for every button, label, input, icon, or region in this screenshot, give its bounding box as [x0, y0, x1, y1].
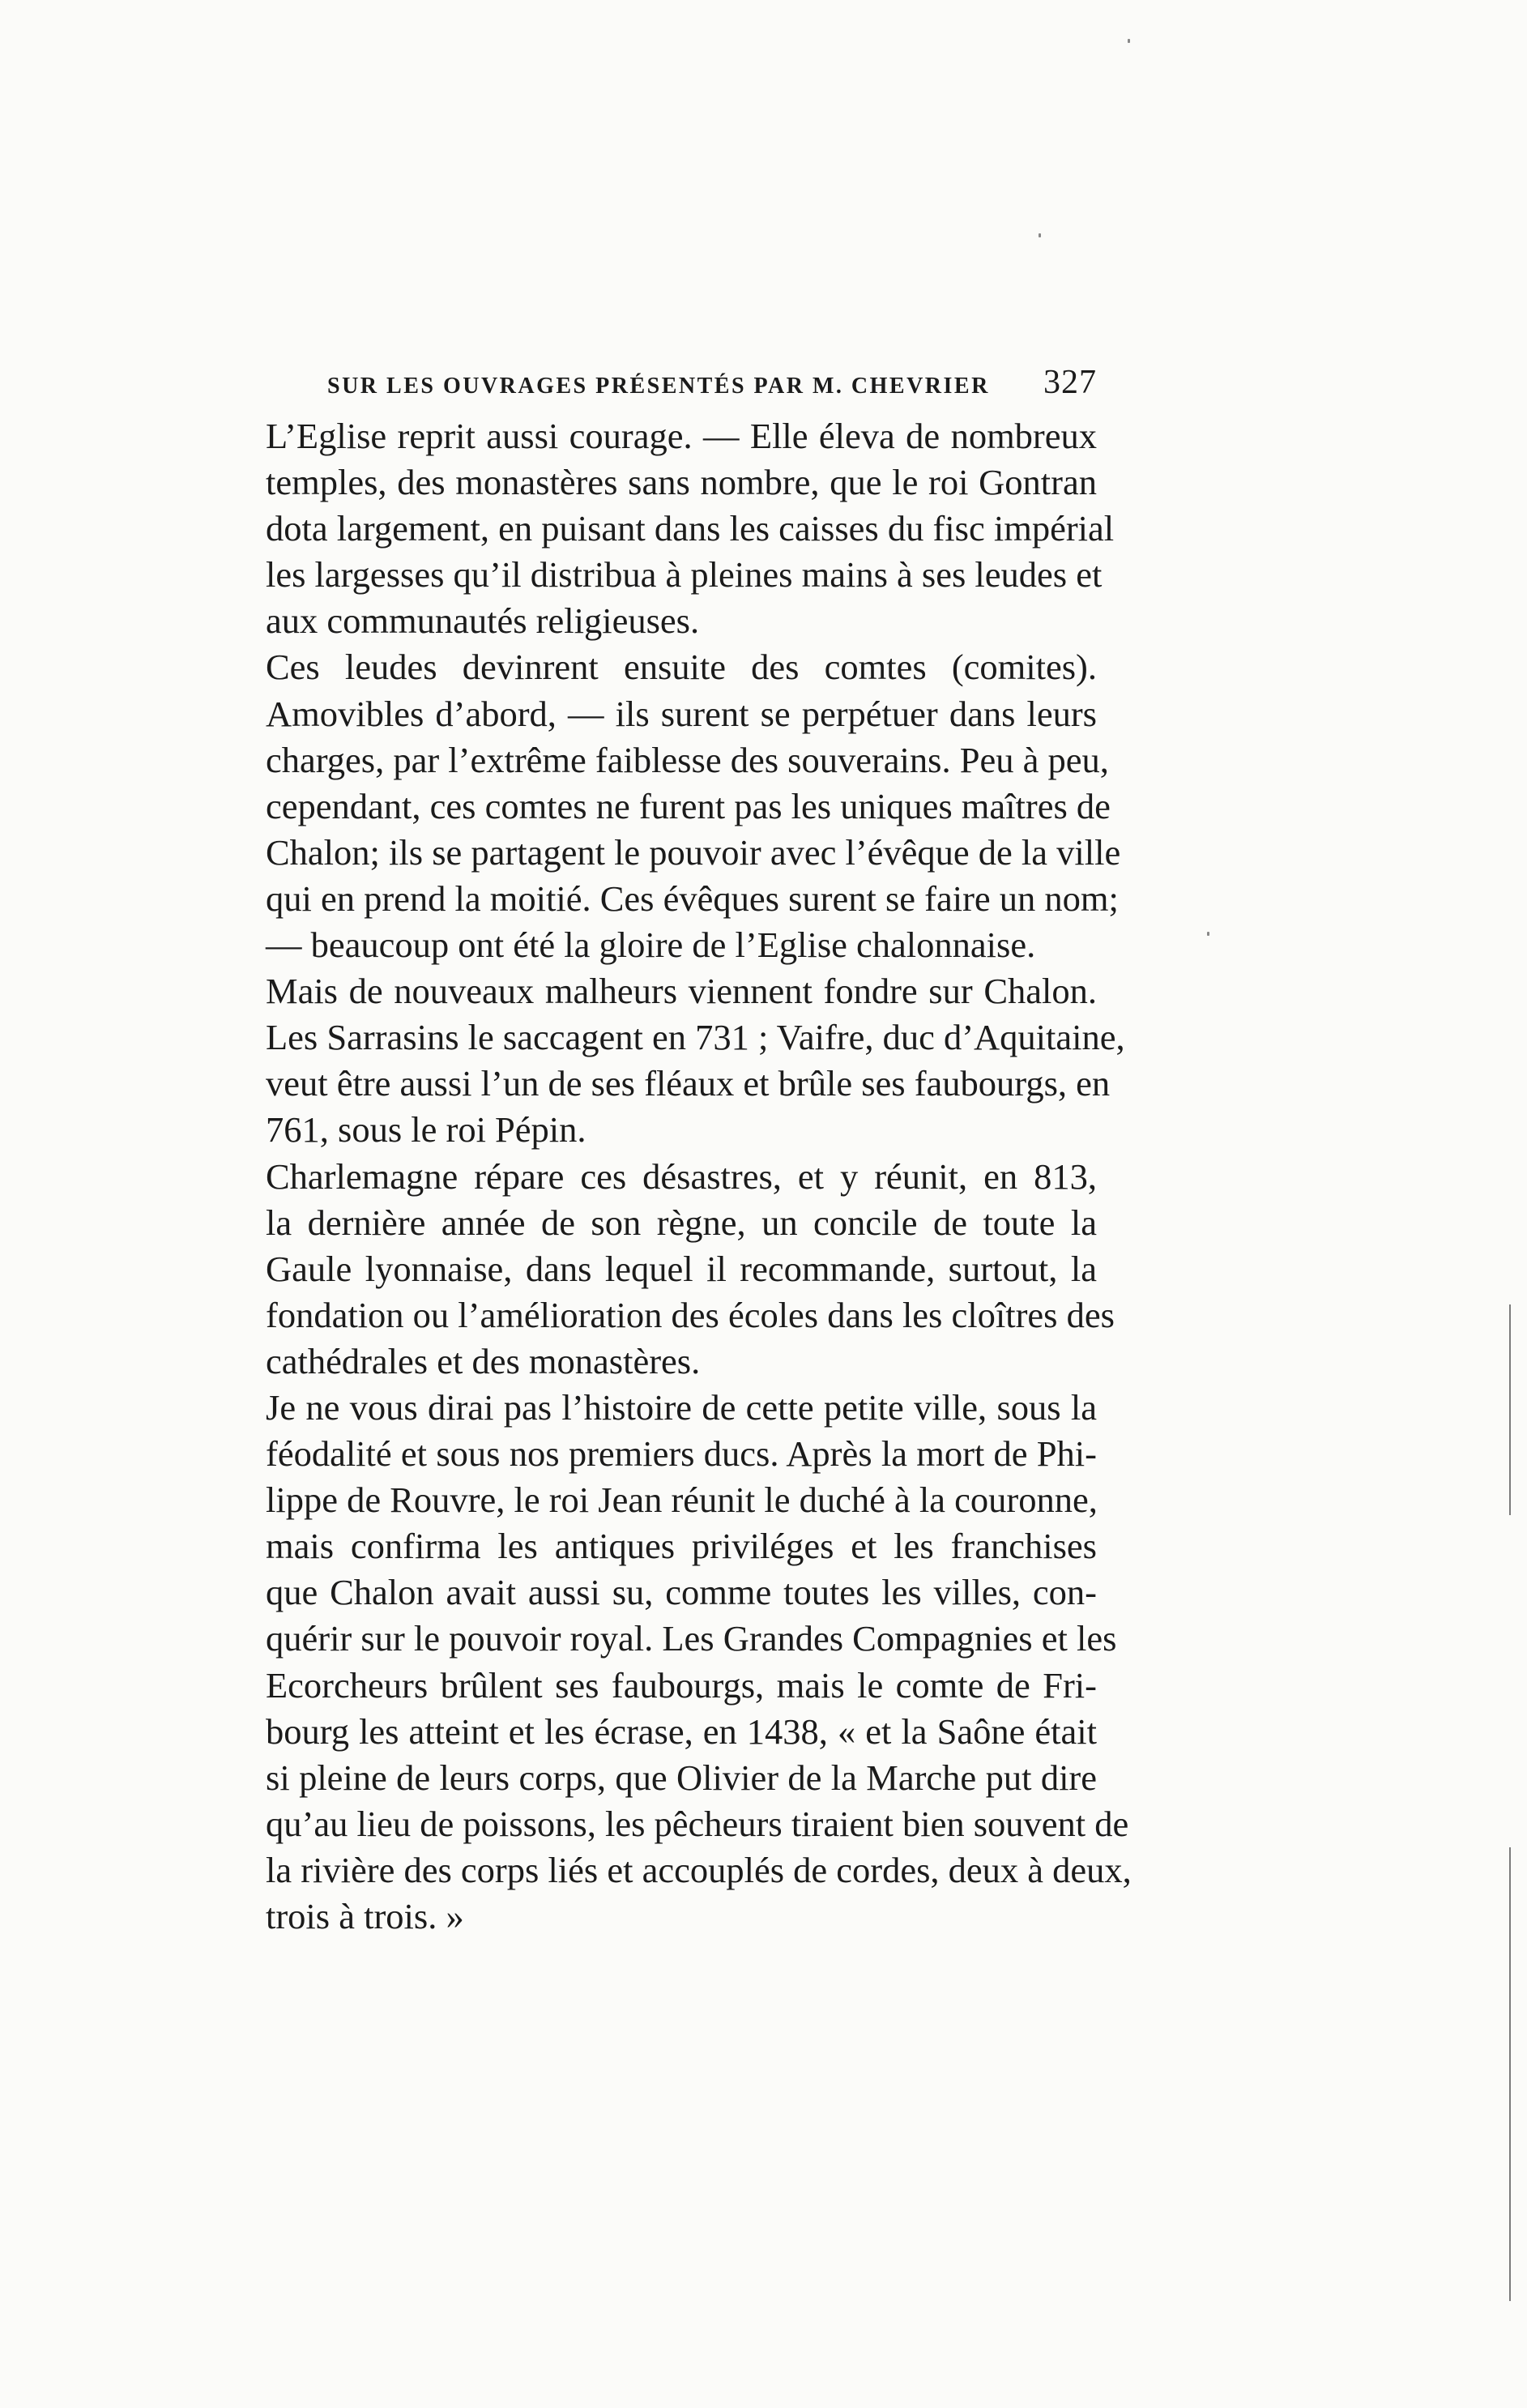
text-line: Les Sarrasins le saccagent en 731 ; Vaifre, duc d’Aquitaine, [266, 1017, 1125, 1058]
text-line: Gaule lyonnaise, dans lequel il recommande, surtout, la [266, 1248, 1097, 1289]
scan-speck [1039, 233, 1041, 237]
text-line: Ces leudes devinrent ensuite des comtes (comites). [266, 647, 1097, 688]
text-line: féodalité et sous nos premiers ducs. Après la mort de Phi- [266, 1433, 1097, 1475]
text-line: les largesses qu’il distribua à pleines mains à ses leudes et [266, 554, 1103, 596]
paragraph [222, 413, 1115, 644]
text-line: 761, sous le roi Pépin. [266, 1109, 586, 1151]
text-line: que Chalon avait aussi su, comme toutes les villes, con- [266, 1572, 1097, 1613]
text-line: Mais de nouveaux malheurs viennent fondre sur Chalon. [266, 971, 1097, 1012]
text-line: Amovibles d’abord, — ils surent se perpétuer dans leurs [266, 693, 1097, 734]
text-line: veut être aussi l’un de ses fléaux et brûle ses faubourgs, en [266, 1063, 1111, 1104]
text-line: quérir sur le pouvoir royal. Les Grandes Compagnies et les [266, 1618, 1117, 1659]
text-line: la dernière année de son règne, un concile de toute la [266, 1202, 1097, 1243]
text-line: Chalon; ils se partagent le pouvoir avec l’évêque de la ville [266, 831, 1121, 873]
text-line: fondation ou l’amélioration des écoles dans les cloîtres des [266, 1294, 1115, 1335]
body-text [222, 413, 1132, 1940]
text-line: bourg les atteint et les écrase, en 1438, « et la Saône était [266, 1710, 1097, 1752]
paragraph [222, 1385, 1132, 1940]
text-line: si pleine de leurs corps, que Olivier de la Marche put dire [266, 1757, 1097, 1798]
text-line: la rivière des corps liés et accouplés de cordes, deux à deux, [266, 1849, 1132, 1890]
text-line: cependant, ces comtes ne furent pas les uniques maîtres de [266, 785, 1111, 826]
text-line: trois à trois. » [266, 1896, 464, 1936]
scan-speck [1207, 932, 1209, 936]
text-line: Ecorcheurs brûlent ses faubourgs, mais le comte de Fri- [266, 1664, 1097, 1706]
paragraph [222, 644, 1121, 968]
text-line: — beaucoup ont été la gloire de l’Eglise chalonnaise. [266, 924, 1036, 966]
running-title: SUR LES OUVRAGES PRÉSENTÉS PAR M. CHEVRIER [327, 374, 990, 399]
scan-edge-line [1509, 1304, 1511, 1515]
scan-speck [1128, 39, 1130, 43]
text-line: qu’au lieu de poissons, les pêcheurs tiraient bien souvent de [266, 1803, 1129, 1844]
text-line: qui en prend la moitié. Ces évêques surent se faire un nom; [266, 877, 1119, 919]
text-line: aux communautés religieuses. [266, 600, 700, 642]
text-line: Je ne vous dirai pas l’histoire de cette petite ville, sous la [266, 1386, 1097, 1428]
page-number: 327 [1043, 364, 1097, 401]
scan-edge-line [1509, 1847, 1511, 2301]
text-line: charges, par l’extrême faiblesse des souverains. Peu à peu, [266, 739, 1109, 780]
text-line: temples, des monastères sans nombre, que le roi Gontran [266, 462, 1097, 503]
text-line: mais confirma les antiques priviléges et les franchises [266, 1526, 1097, 1567]
running-header [327, 363, 1097, 412]
text-line: dota largement, en puisant dans les caisses du fisc impérial [266, 508, 1115, 549]
text-line: lippe de Rouvre, le roi Jean réunit le duché à la couronne, [266, 1479, 1098, 1521]
paragraph [222, 968, 1125, 1153]
text-line: Charlemagne répare ces désastres, et y réunit, en 813, [266, 1155, 1097, 1197]
text-line: L’Eglise reprit aussi courage. — Elle éleva de nombreux [266, 416, 1097, 456]
paragraph [222, 1154, 1115, 1385]
text-line: cathédrales et des monastères. [266, 1340, 701, 1381]
